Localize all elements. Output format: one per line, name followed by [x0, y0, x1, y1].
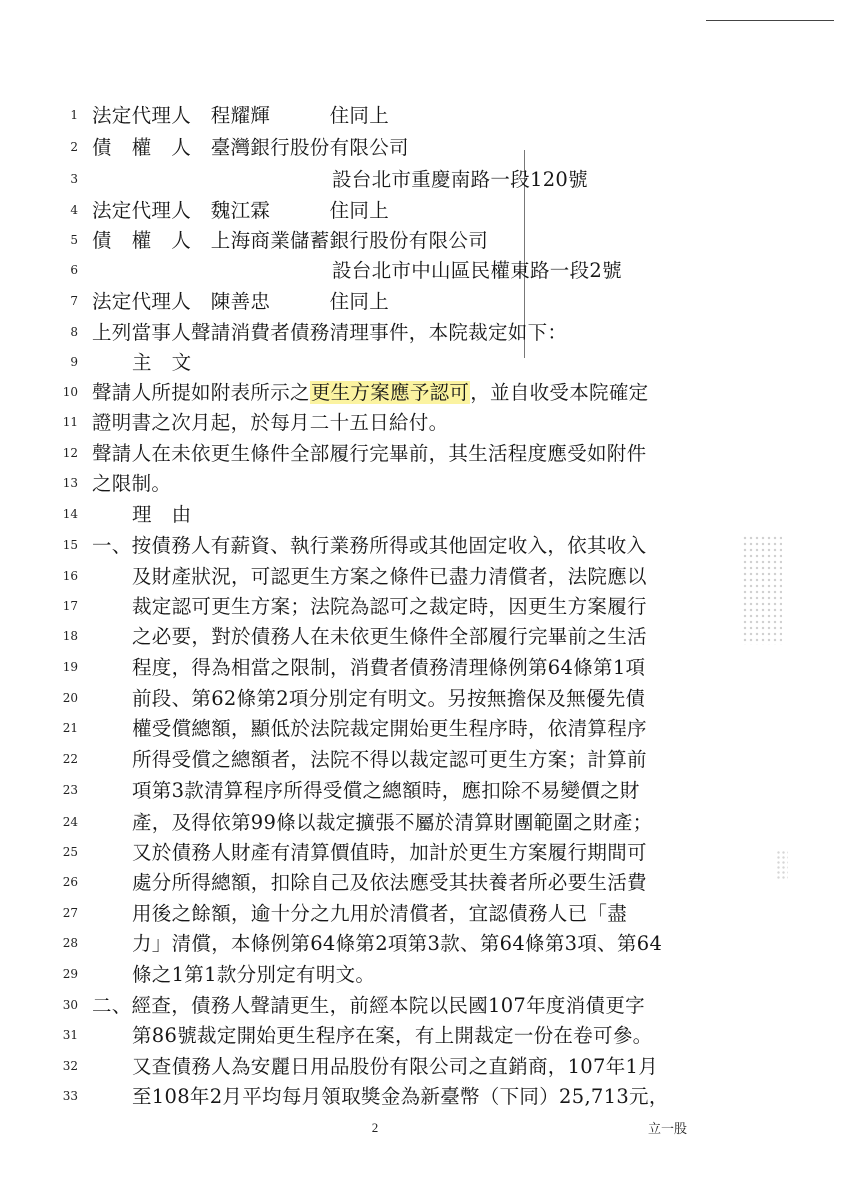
- doc-line-14: [0, 500, 848, 530]
- doc-line-12: [0, 439, 848, 469]
- line-number: 2: [70, 140, 78, 154]
- line-text: 又查債務人為安麗日用品股份有限公司之直銷商，107年1月: [132, 1055, 659, 1078]
- doc-line-28: [0, 929, 848, 959]
- doc-line-18: [0, 622, 848, 652]
- doc-line-25: [0, 838, 848, 868]
- line-number: 7: [70, 294, 78, 308]
- line-number: 24: [62, 815, 78, 829]
- line-text: 債 權 人 上海商業儲蓄銀行股份有限公司: [92, 229, 489, 252]
- line-number: 26: [62, 875, 78, 889]
- doc-line-21: [0, 714, 848, 744]
- doc-line-32: [0, 1052, 848, 1082]
- doc-line-13: [0, 469, 848, 499]
- doc-line-8: [0, 318, 848, 348]
- line-number: 9: [70, 355, 78, 369]
- doc-line-29: [0, 960, 848, 990]
- section-heading-main-text: 主 文: [132, 351, 192, 374]
- doc-line-19: [0, 653, 848, 683]
- line-number: 30: [62, 998, 78, 1012]
- line-number: 32: [62, 1059, 78, 1073]
- doc-line-20: [0, 684, 848, 714]
- doc-line-24: [0, 808, 848, 838]
- doc-line-5: [0, 226, 848, 256]
- line-number: 11: [62, 415, 78, 429]
- line-text: 及財產狀況，可認更生方案之條件已盡力清償者，法院應以: [132, 565, 647, 588]
- line-text: 設台北市中山區民權東路一段2號: [332, 259, 622, 282]
- doc-line-27: [0, 899, 848, 929]
- line-text: 之限制。: [92, 472, 172, 495]
- line-number: 14: [62, 507, 78, 521]
- doc-line-9: [0, 348, 848, 378]
- doc-line-4: [0, 196, 848, 226]
- line-text: 上列當事人聲請消費者債務清理事件，本院裁定如下：: [92, 321, 568, 344]
- line-text: [92, 378, 648, 408]
- doc-line-17: [0, 592, 848, 622]
- line-number: 1: [70, 108, 78, 122]
- line-number: 27: [62, 906, 78, 920]
- line-text: 法定代理人 程耀輝 住同上: [92, 104, 390, 127]
- scan-edge-line: [706, 20, 834, 21]
- doc-line-11: [0, 408, 848, 438]
- line-text: 又於債務人財產有清算價值時，加計於更生方案履行期間可: [132, 841, 647, 864]
- highlighted-phrase: 更生方案應予認可: [310, 381, 470, 404]
- line-text: 處分所得總額，扣除自己及依法應受其扶養者所必要生活費: [132, 871, 647, 894]
- line-number: 23: [62, 783, 78, 797]
- line-text: 法定代理人 魏江霖 住同上: [92, 199, 390, 222]
- line-text: 用後之餘額，逾十分之九用於清償者，宜認債務人已「盡: [132, 902, 628, 925]
- line-text: 裁定認可更生方案；法院為認可之裁定時，因更生方案履行: [132, 595, 647, 618]
- line-text: 債 權 人 臺灣銀行股份有限公司: [92, 136, 409, 159]
- line-number: 5: [70, 233, 78, 247]
- line-number: 25: [62, 845, 78, 859]
- line-text: 至108年2月平均每月領取獎金為新臺幣（下同）25,713元，: [132, 1085, 669, 1108]
- line-text-post: ，並自收受本院確定: [470, 381, 649, 404]
- line-text: 聲請人在未依更生條件全部履行完畢前，其生活程度應受如附件: [92, 442, 647, 465]
- doc-line-1: [0, 101, 848, 131]
- line-number: 17: [62, 599, 78, 613]
- line-number: 33: [62, 1089, 78, 1103]
- doc-line-30: [0, 991, 848, 1021]
- line-number: 13: [62, 476, 78, 490]
- line-text: 一、按債務人有薪資、執行業務所得或其他固定收入，依其收入: [92, 534, 647, 557]
- line-number: 10: [62, 385, 78, 399]
- line-text-pre: 聲請人所提如附表所示之: [92, 381, 310, 404]
- line-number: 8: [70, 325, 78, 339]
- line-text: 權受償總額，顯低於法院裁定開始更生程序時，依清算程序: [132, 717, 647, 740]
- page-number: 2: [371, 1120, 379, 1135]
- line-text: 二、經查，債務人聲請更生，前經本院以民國107年度消債更字: [92, 994, 645, 1017]
- line-text: 前段、第62條第2項分別定有明文。另按無擔保及無優先債: [132, 687, 646, 710]
- line-number: 16: [62, 569, 78, 583]
- line-text: 設台北市重慶南路一段120號: [332, 168, 588, 191]
- doc-line-6: [0, 256, 848, 286]
- line-text: 法定代理人 陳善忠 住同上: [92, 290, 390, 313]
- doc-line-33: [0, 1082, 848, 1112]
- line-number: 22: [62, 752, 78, 766]
- line-number: 28: [62, 936, 78, 950]
- doc-line-26: [0, 868, 848, 898]
- line-number: 18: [62, 629, 78, 643]
- line-text: 程度，得為相當之限制，消費者債務清理條例第64條第1項: [132, 656, 646, 679]
- line-text: 產，及得依第99條以裁定擴張不屬於清算財團範圍之財產；: [132, 811, 653, 834]
- line-number: 12: [62, 446, 78, 460]
- doc-line-7: [0, 287, 848, 317]
- line-number: 21: [62, 721, 78, 735]
- line-number: 31: [62, 1028, 78, 1042]
- doc-line-15: [0, 531, 848, 561]
- doc-line-23: [0, 776, 848, 806]
- line-number: 15: [62, 538, 78, 552]
- line-number: 20: [62, 691, 78, 705]
- line-text: 證明書之次月起，於每月二十五日給付。: [92, 411, 449, 434]
- line-text: 項第3款清算程序所得受償之總額時，應扣除不易變價之財: [132, 779, 640, 802]
- line-text: 條之1第1款分別定有明文。: [132, 963, 376, 986]
- line-number: 3: [70, 172, 78, 186]
- doc-line-3: [0, 165, 848, 195]
- doc-line-22: [0, 745, 848, 775]
- section-heading-reason: 理 由: [132, 503, 192, 526]
- doc-line-10: [0, 378, 848, 408]
- line-text: 之必要，對於債務人在未依更生條件全部履行完畢前之生活: [132, 625, 647, 648]
- line-number: 6: [70, 263, 78, 277]
- line-text: 第86號裁定開始更生程序在案，有上開裁定一份在卷可參。: [132, 1024, 653, 1047]
- line-number: 29: [62, 967, 78, 981]
- line-text: 力」清償，本條例第64條第2項第3款、第64條第3項、第64: [132, 932, 663, 955]
- doc-line-2: [0, 133, 848, 163]
- line-text: 所得受償之總額者，法院不得以裁定認可更生方案；計算前: [132, 748, 647, 771]
- doc-line-16: [0, 562, 848, 592]
- line-number: 19: [62, 660, 78, 674]
- doc-line-31: [0, 1021, 848, 1051]
- division-stamp: 立一股: [648, 1122, 688, 1137]
- line-number: 4: [70, 203, 78, 217]
